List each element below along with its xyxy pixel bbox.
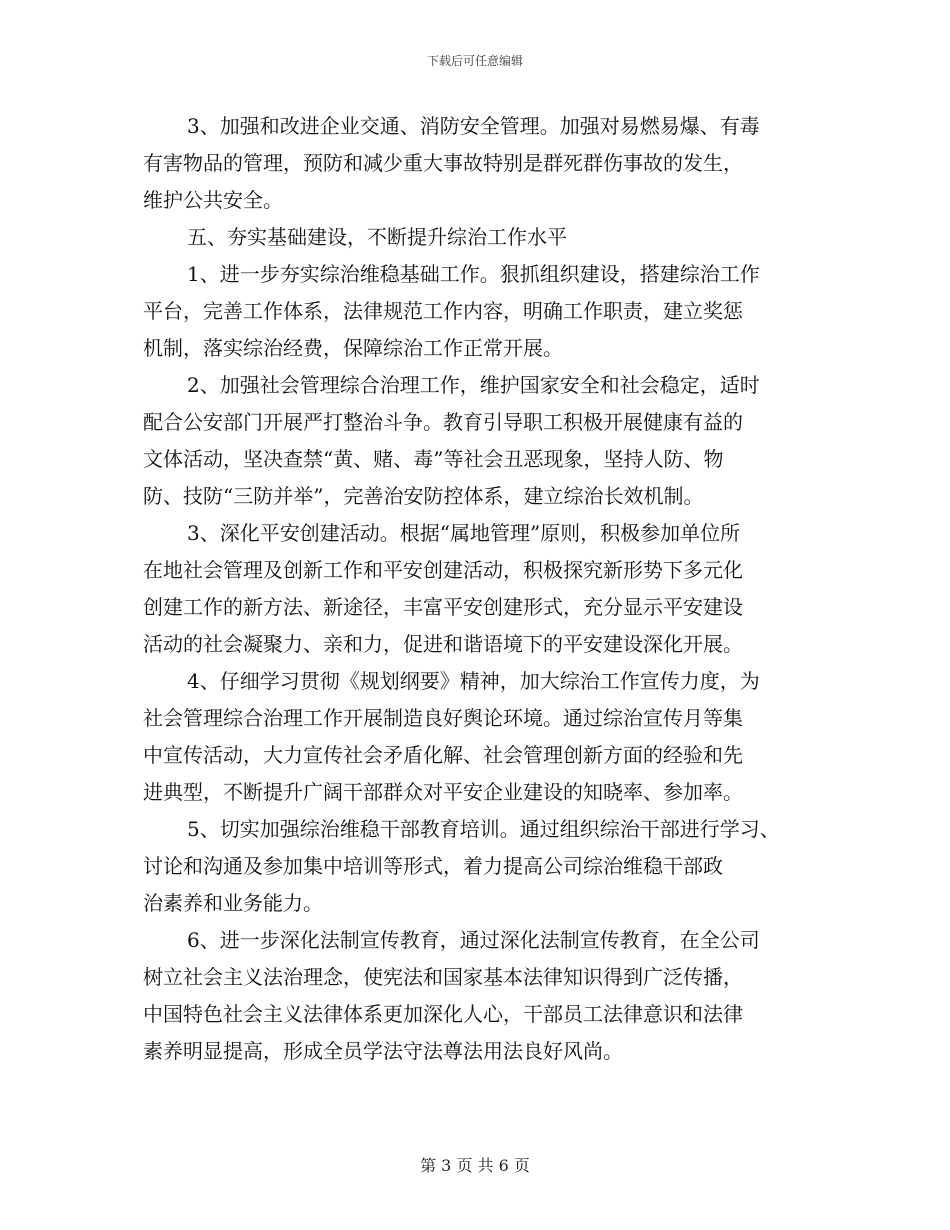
text-line: 进典型，不断提升广阔干部群众对平安企业建设的知晓率、参加率。 — [143, 780, 743, 804]
page-footer: 第 3 页 共 6 页 — [420, 1156, 530, 1175]
text-line: 3、深化平安创建活动。根据“属地管理”原则，积极参加单位所 — [187, 521, 741, 545]
text-line: 创建工作的新方法、新途径，丰富平安创建形式，充分显示平安建设 — [143, 595, 743, 619]
text-line: 防、技防“三防并举”，完善治安防控体系，建立综治长效机制。 — [143, 484, 704, 508]
text-line: 平台，完善工作体系，法律规范工作内容，明确工作职责，建立奖惩 — [143, 299, 743, 323]
text-line: 五、夯实基础建设，不断提升综治工作水平 — [187, 225, 567, 249]
text-line: 有害物品的管理，预防和减少重大事故特别是群死群伤事故的发生， — [143, 151, 743, 175]
text-line: 活动的社会凝聚力、亲和力，促进和谐语境下的平安建设深化开展。 — [143, 632, 743, 656]
text-line: 1、进一步夯实综治维稳基础工作。狠抓组织建设，搭建综治工作 — [187, 262, 760, 286]
text-line: 社会管理综合治理工作开展制造良好舆论环境。通过综治宣传月等集 — [143, 706, 743, 730]
text-line: 素养明显提高，形成全员学法守法尊法用法良好风尚。 — [143, 1039, 623, 1063]
text-line: 树立社会主义法治理念，使宪法和国家基本法律知识得到广泛传播， — [143, 965, 743, 989]
text-line: 5、切实加强综治维稳干部教育培训。通过组织综治干部进行学习、 — [187, 817, 780, 841]
document-body — [143, 108, 823, 1070]
page-header: 下载后可任意编辑 — [426, 54, 523, 68]
text-line: 机制，落实综治经费，保障综治工作正常开展。 — [143, 336, 563, 360]
text-line: 配合公安部门开展严打整治斗争。教育引导职工积极开展健康有益的 — [143, 410, 743, 434]
text-line: 讨论和沟通及参加集中培训等形式，着力提高公司综治维稳干部政 — [143, 854, 723, 878]
text-line: 2、加强社会管理综合治理工作，维护国家安全和社会稳定，适时 — [187, 373, 760, 397]
text-line: 在地社会管理及创新工作和平安创建活动，积极探究新形势下多元化 — [143, 558, 743, 582]
text-line: 6、进一步深化法制宣传教育，通过深化法制宣传教育，在全公司 — [187, 928, 760, 952]
text-line: 中宣传活动，大力宣传社会矛盾化解、社会管理创新方面的经验和先 — [143, 743, 743, 767]
text-line: 3、加强和改进企业交通、消防安全管理。加强对易燃易爆、有毒 — [187, 114, 760, 138]
text-line: 维护公共安全。 — [143, 188, 283, 212]
text-line: 治素养和业务能力。 — [143, 891, 323, 915]
text-line: 4、仔细学习贯彻《规划纲要》精神，加大综治工作宣传力度，为 — [187, 669, 760, 693]
text-line: 中国特色社会主义法律体系更加深化人心，干部员工法律意识和法律 — [143, 1002, 743, 1026]
text-line: 文体活动，坚决查禁“黄、赌、毒”等社会丑恶现象，坚持人防、物 — [143, 447, 724, 471]
